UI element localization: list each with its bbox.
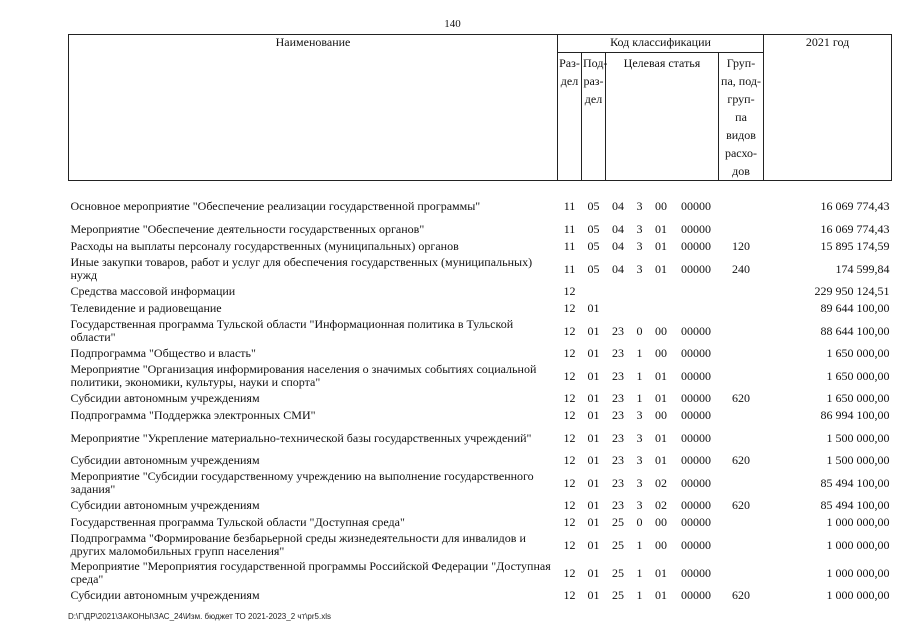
row-target-subprogram: 3 — [636, 453, 643, 467]
row-target-program: 23 — [612, 346, 624, 360]
file-path-footer: D:\Г\ДР\2021\ЗАКОНЫ\ЗАС_24\Изм. бюджет ТО 2021-2023_2 чт\pr5.xls — [68, 612, 331, 621]
table-row — [69, 283, 892, 300]
row-name: Субсидии автономным учреждениям — [70, 498, 260, 512]
row-amount: 85 494 100,00 — [820, 475, 890, 490]
row-expense-type: 620 — [732, 391, 751, 405]
row-target-subprogram: 1 — [636, 537, 643, 552]
table-row — [69, 587, 892, 604]
row-amount: 1 650 000,00 — [826, 368, 890, 383]
row-amount: 88 644 100,00 — [820, 323, 890, 338]
row-razdel: 11 — [563, 239, 576, 253]
row-razdel: 12 — [563, 537, 576, 552]
row-target-subprogram: 1 — [636, 346, 643, 360]
row-name: Государственная программа Тульской области "Доступная среда" — [70, 515, 405, 529]
row-target-event: 01 — [655, 239, 667, 253]
row-razdel: 12 — [563, 565, 576, 580]
row-target-program: 04 — [612, 239, 624, 253]
row-name: Иные закупки товаров, работ и услуг для обеспечения государственных (муниципальных) нужд — [70, 255, 533, 282]
header-vid-line: груп- — [727, 92, 755, 106]
row-expense-type — [719, 514, 764, 531]
row-target-program: 23 — [612, 453, 624, 467]
header-target-article — [606, 53, 719, 181]
row-target-direction: 00000 — [681, 498, 711, 512]
row-podrazdel: 05 — [587, 222, 600, 236]
row-podrazdel: 01 — [587, 430, 600, 445]
table-row — [69, 317, 892, 345]
row-razdel: 12 — [563, 408, 576, 422]
row-razdel: 12 — [563, 301, 576, 315]
row-target-direction: 00000 — [681, 198, 711, 213]
row-name: Мероприятие "Организация информирования населения о значимых событиях социальной политики, экономики, культуры, науки и спорта" — [70, 362, 537, 389]
row-amount: 1 650 000,00 — [826, 346, 890, 360]
row-razdel: 11 — [563, 222, 576, 236]
table-row — [69, 424, 892, 452]
row-amount: 1 000 000,00 — [826, 565, 890, 580]
row-expense-type — [719, 283, 764, 300]
row-target-program: 04 — [612, 198, 624, 213]
row-expense-type: 620 — [732, 588, 751, 602]
table-row — [69, 407, 892, 424]
table-row — [69, 497, 892, 514]
row-amount: 1 650 000,00 — [826, 391, 890, 405]
table-row — [69, 469, 892, 497]
row-target-event — [649, 283, 674, 300]
row-target-direction: 00000 — [681, 515, 711, 529]
row-amount: 86 994 100,00 — [820, 408, 890, 422]
row-target-direction: 00000 — [681, 408, 711, 422]
row-expense-type — [719, 300, 764, 317]
row-razdel: 12 — [563, 323, 576, 338]
row-expense-type — [719, 407, 764, 424]
row-target-direction: 00000 — [681, 588, 711, 602]
row-amount: 15 895 174,59 — [820, 239, 890, 253]
header-vid-line: расхо- — [724, 146, 758, 160]
row-name: Субсидии автономным учреждениям — [70, 391, 260, 405]
row-podrazdel — [582, 283, 606, 300]
row-target-program: 23 — [612, 475, 624, 490]
header-vid-line: Груп- — [726, 56, 756, 70]
row-podrazdel: 01 — [587, 565, 600, 580]
row-target-direction: 00000 — [681, 368, 711, 383]
row-podrazdel: 05 — [587, 261, 600, 276]
row-target-event: 00 — [655, 346, 667, 360]
row-target-direction: 00000 — [681, 323, 711, 338]
header-razdel — [558, 53, 582, 181]
row-target-subprogram: 3 — [636, 222, 643, 236]
row-razdel: 12 — [563, 391, 576, 405]
row-name: Мероприятие "Мероприятия государственной программы Российской Федерации "Доступная среда" — [70, 559, 551, 586]
header-classification-code: Код классификации — [558, 35, 764, 53]
row-podrazdel: 01 — [587, 323, 600, 338]
row-target-program: 23 — [612, 498, 624, 512]
table-body — [69, 181, 892, 605]
header-vid-line: дов — [732, 164, 750, 178]
row-razdel: 12 — [563, 515, 576, 529]
row-target-event: 00 — [655, 408, 667, 422]
row-expense-type — [719, 531, 764, 559]
row-amount: 16 069 774,43 — [820, 222, 890, 236]
row-target-subprogram: 0 — [636, 323, 643, 338]
row-expense-type — [719, 469, 764, 497]
row-target-direction — [674, 300, 719, 317]
row-razdel: 12 — [563, 430, 576, 445]
row-name: Средства массовой информации — [70, 284, 236, 298]
row-expense-type — [719, 424, 764, 452]
row-amount: 89 644 100,00 — [820, 301, 890, 315]
row-target-direction — [674, 283, 719, 300]
table-row — [69, 514, 892, 531]
row-target-program: 25 — [612, 515, 624, 529]
row-expense-type — [719, 221, 764, 238]
row-target-program: 04 — [612, 261, 624, 276]
row-podrazdel: 01 — [587, 515, 600, 529]
header-podrazdel-line: дел — [584, 92, 603, 106]
table-row — [69, 390, 892, 407]
row-target-direction: 00000 — [681, 222, 711, 236]
row-razdel: 12 — [563, 346, 576, 360]
table-row — [69, 300, 892, 317]
row-target-subprogram: 3 — [636, 198, 643, 213]
row-target-event: 00 — [655, 515, 667, 529]
row-target-direction: 00000 — [681, 430, 711, 445]
row-target-program: 23 — [612, 408, 624, 422]
row-target-event: 01 — [655, 222, 667, 236]
row-podrazdel: 01 — [587, 368, 600, 383]
header-podrazdel-line: раз- — [583, 74, 604, 88]
row-target-subprogram: 1 — [636, 368, 643, 383]
row-expense-type: 620 — [732, 498, 751, 512]
budget-table — [68, 34, 892, 604]
row-target-event: 02 — [655, 475, 667, 490]
row-target-event: 01 — [655, 565, 667, 580]
row-target-program: 25 — [612, 537, 624, 552]
row-expense-type: 240 — [732, 261, 751, 276]
row-target-direction: 00000 — [681, 391, 711, 405]
row-expense-type — [719, 559, 764, 587]
row-target-subprogram: 3 — [636, 239, 643, 253]
row-target-subprogram: 3 — [636, 408, 643, 422]
row-target-event: 01 — [655, 391, 667, 405]
header-vid-line: па — [735, 110, 747, 124]
header-vid-line: видов — [726, 128, 756, 142]
row-expense-type — [719, 317, 764, 345]
row-amount: 1 500 000,00 — [826, 430, 890, 445]
header-podrazdel — [582, 53, 606, 181]
row-podrazdel: 01 — [587, 453, 600, 467]
header-razdel-line: дел — [560, 74, 579, 88]
row-target-program: 25 — [612, 565, 624, 580]
row-podrazdel: 01 — [587, 475, 600, 490]
row-target-program: 23 — [612, 368, 624, 383]
row-amount: 1 500 000,00 — [826, 453, 890, 467]
row-target-event: 00 — [655, 323, 667, 338]
page-number: 140 — [444, 18, 461, 30]
row-amount: 16 069 774,43 — [820, 198, 890, 213]
table-row — [69, 345, 892, 362]
header-target-label: Целевая статья — [623, 56, 701, 70]
row-name: Телевидение и радиовещание — [70, 301, 222, 315]
row-target-event: 01 — [655, 453, 667, 467]
row-target-subprogram: 0 — [636, 515, 643, 529]
row-target-subprogram — [631, 300, 649, 317]
row-podrazdel: 01 — [587, 537, 600, 552]
table-row — [69, 191, 892, 221]
row-amount: 1 000 000,00 — [826, 588, 890, 602]
header-vid-line: па, под- — [721, 74, 761, 88]
row-podrazdel: 05 — [587, 239, 600, 253]
row-target-program: 25 — [612, 588, 624, 602]
row-target-program: 04 — [612, 222, 624, 236]
table-row — [69, 559, 892, 587]
header-name: Наименование — [69, 35, 558, 181]
row-amount: 85 494 100,00 — [820, 498, 890, 512]
row-target-program: 23 — [612, 323, 624, 338]
row-name: Расходы на выплаты персоналу государственных (муниципальных) органов — [70, 239, 459, 253]
row-target-subprogram: 3 — [636, 475, 643, 490]
row-name: Мероприятие "Укрепление материально-технической базы государственных учреждений" — [70, 430, 532, 445]
row-target-subprogram: 1 — [636, 588, 643, 602]
row-target-event: 02 — [655, 498, 667, 512]
row-target-subprogram: 1 — [636, 565, 643, 580]
row-target-subprogram: 3 — [636, 261, 643, 276]
row-name: Подпрограмма "Общество и власть" — [70, 346, 256, 360]
row-target-event: 01 — [655, 430, 667, 445]
row-target-direction: 00000 — [681, 565, 711, 580]
row-target-direction: 00000 — [681, 453, 711, 467]
row-target-program — [606, 300, 631, 317]
row-podrazdel: 01 — [587, 588, 600, 602]
row-target-event: 00 — [655, 198, 667, 213]
row-expense-type: 120 — [732, 239, 751, 253]
table-row — [69, 255, 892, 283]
row-target-program: 23 — [612, 391, 624, 405]
row-expense-type — [719, 191, 764, 221]
row-target-event: 00 — [655, 537, 667, 552]
row-name: Основное мероприятие "Обеспечение реализации государственной программы" — [70, 198, 481, 213]
row-podrazdel: 05 — [587, 198, 600, 213]
row-podrazdel: 01 — [587, 498, 600, 512]
row-name: Субсидии автономным учреждениям — [70, 588, 260, 602]
row-razdel: 12 — [563, 453, 576, 467]
row-amount: 1 000 000,00 — [826, 515, 890, 529]
table-row — [69, 238, 892, 255]
row-target-subprogram — [631, 283, 649, 300]
table-row — [69, 362, 892, 390]
row-target-program — [606, 283, 631, 300]
row-amount: 1 000 000,00 — [826, 537, 890, 552]
row-expense-type — [719, 345, 764, 362]
row-razdel: 11 — [563, 261, 576, 276]
row-target-event: 01 — [655, 588, 667, 602]
table-row — [69, 221, 892, 238]
row-target-event: 01 — [655, 261, 667, 276]
row-podrazdel: 01 — [587, 408, 600, 422]
row-expense-type: 620 — [732, 453, 751, 467]
row-target-subprogram: 3 — [636, 498, 643, 512]
header-year: 2021 год — [764, 35, 892, 181]
row-razdel: 12 — [563, 498, 576, 512]
row-target-program: 23 — [612, 430, 624, 445]
row-target-direction: 00000 — [681, 346, 711, 360]
row-name: Мероприятие "Субсидии государственному учреждению на выполнение государственного задания" — [70, 469, 534, 496]
row-name: Государственная программа Тульской области "Информационная политика в Тульской области" — [70, 317, 514, 344]
row-name: Мероприятие "Обеспечение деятельности государственных органов" — [70, 222, 425, 236]
row-name: Подпрограмма "Поддержка электронных СМИ" — [70, 408, 316, 422]
row-razdel: 11 — [563, 198, 576, 213]
row-podrazdel: 01 — [587, 391, 600, 405]
row-razdel: 12 — [563, 284, 576, 298]
row-target-event — [649, 300, 674, 317]
header-podrazdel-line: Под- — [583, 56, 608, 70]
row-name: Подпрограмма "Формирование безбарьерной среды жизнедеятельности для инвалидов и других маломобильных групп населения" — [70, 531, 526, 558]
table-row — [69, 531, 892, 559]
row-target-direction: 00000 — [681, 261, 711, 276]
row-razdel: 12 — [563, 368, 576, 383]
row-name: Субсидии автономным учреждениям — [70, 453, 260, 467]
header-razdel-line: Раз- — [559, 56, 580, 70]
row-target-subprogram: 3 — [636, 430, 643, 445]
table-row — [69, 452, 892, 469]
row-podrazdel: 01 — [587, 346, 600, 360]
row-amount: 229 950 124,51 — [814, 284, 890, 298]
row-target-direction: 00000 — [681, 537, 711, 552]
row-target-subprogram: 1 — [636, 391, 643, 405]
row-razdel: 12 — [563, 588, 576, 602]
header-expense-type — [719, 53, 764, 181]
table-header — [69, 35, 892, 181]
row-podrazdel: 01 — [587, 301, 600, 315]
row-amount: 174 599,84 — [835, 261, 890, 276]
row-target-direction: 00000 — [681, 239, 711, 253]
row-expense-type — [719, 362, 764, 390]
header-spacer — [69, 181, 892, 192]
row-target-direction: 00000 — [681, 475, 711, 490]
row-target-event: 01 — [655, 368, 667, 383]
row-razdel: 12 — [563, 475, 576, 490]
